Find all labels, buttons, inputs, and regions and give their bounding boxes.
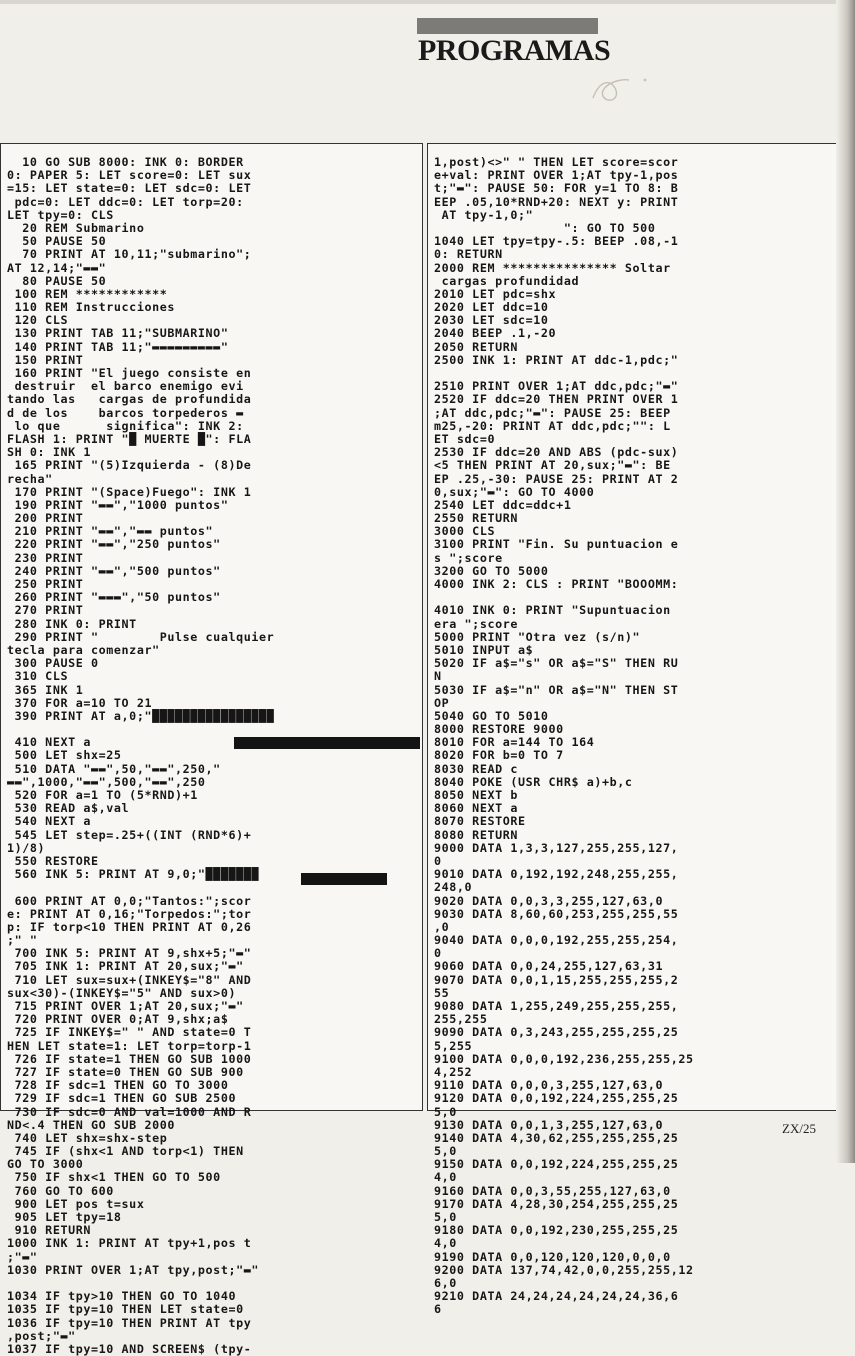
code-line: ;AT ddc,pdc;"▬": PAUSE 25: BEEP <box>434 405 671 420</box>
code-line: HEN LET state=1: LET torp=torp-1 <box>7 1038 252 1053</box>
code-line: 740 LET shx=shx-step <box>7 1130 168 1145</box>
code-line: 4,0 <box>434 1170 457 1185</box>
code-line: ": GO TO 500 <box>434 220 656 235</box>
code-line: 370 FOR a=10 TO 21 <box>7 695 153 710</box>
code-line: 160 PRINT "El juego consiste en <box>7 366 252 380</box>
code-line: 730 IF sdc=0 AND val=1000 AND R <box>7 1104 252 1119</box>
pen-scribble <box>585 70 655 110</box>
code-column-left <box>0 143 423 1356</box>
code-line: 9100 DATA 0,0,0,192,236,255,255,25 <box>434 1051 694 1066</box>
code-line: 0 <box>434 853 442 868</box>
code-line: 1034 IF tpy>10 THEN GO TO 1040 <box>7 1289 237 1304</box>
code-line: d de los barcos torpederos ▬ <box>7 405 244 420</box>
code-line: 9190 DATA 0,0,120,120,120,0,0,0 <box>434 1249 671 1264</box>
code-line: 280 INK 0: PRINT <box>7 616 137 631</box>
code-line: ET sdc=0 <box>434 431 496 446</box>
page-edge <box>836 0 855 1163</box>
code-line: 910 RETURN <box>7 1223 92 1238</box>
code-line: 220 PRINT "▬▬","250 puntos" <box>7 537 221 552</box>
code-line: 5040 GO TO 5010 <box>434 708 549 723</box>
code-line: 260 PRINT "▬▬▬","50 puntos" <box>7 590 221 605</box>
code-line: 170 PRINT "(Space)Fuego": INK 1 <box>7 484 252 499</box>
code-line: 1035 IF tpy=10 THEN LET state=0 <box>7 1302 244 1317</box>
code-line: FLASH 1: PRINT "█ MUERTE █": FLA <box>7 431 252 446</box>
inverse-block <box>301 873 387 885</box>
code-line: 9040 DATA 0,0,0,192,255,255,254, <box>434 933 679 948</box>
code-line: 3200 GO TO 5000 <box>434 563 549 578</box>
code-line: 100 REM ************ <box>7 286 168 301</box>
code-line: ,0 <box>434 919 450 934</box>
code-line: 390 PRINT AT a,0;"████████████████ <box>7 708 275 723</box>
code-line: 248,0 <box>434 880 473 895</box>
code-line: 300 PAUSE 0 <box>7 656 99 671</box>
code-line: 500 LET shx=25 <box>7 748 122 763</box>
code-line: 200 PRINT <box>7 511 84 526</box>
code-line: 9110 DATA 0,0,0,3,255,127,63,0 <box>434 1078 664 1093</box>
code-line: 290 PRINT " Pulse cualquier <box>7 629 275 644</box>
code-line: 2500 INK 1: PRINT AT ddc-1,pdc;" <box>434 352 679 367</box>
code-line: 20 REM Submarino <box>7 220 145 235</box>
code-line: cargas profundidad <box>434 273 580 288</box>
code-line: 150 PRINT <box>7 352 84 367</box>
code-line: 600 PRINT AT 0,0;"Tantos:";scor <box>7 893 252 908</box>
code-line: s ";score <box>434 550 503 565</box>
basic-listing-right <box>428 144 854 1317</box>
code-line: 9030 DATA 8,60,60,253,255,255,55 <box>434 906 679 921</box>
code-line: 4000 INK 2: CLS : PRINT "BOOOMM: <box>434 577 679 591</box>
code-line: 5010 INPUT a$ <box>434 642 534 657</box>
page-number: ZX/25 <box>782 1121 816 1136</box>
code-line: 8040 POKE (USR CHR$ a)+b,c <box>434 774 633 789</box>
code-line: 2530 IF ddc=20 AND ABS (pdc-sux) <box>434 445 679 460</box>
code-line: 2510 PRINT OVER 1;AT ddc,pdc;"▬" <box>434 379 679 394</box>
code-line: 5000 PRINT "Otra vez (s/n)" <box>434 629 641 644</box>
code-line: 365 INK 1 <box>7 682 84 697</box>
code-line: 510 DATA "▬▬",50,"▬▬",250," <box>7 761 221 776</box>
code-line: 2550 RETURN <box>434 511 519 526</box>
code-line: 2050 RETURN <box>434 339 519 354</box>
code-line: 5,0 <box>434 1104 457 1119</box>
code-line: 520 FOR a=1 TO (5*RND)+1 <box>7 788 198 802</box>
code-line: 255,255 <box>434 1012 488 1027</box>
code-line: 729 IF sdc=1 THEN GO SUB 2500 <box>7 1091 237 1106</box>
code-line: 1000 INK 1: PRINT AT tpy+1,pos t <box>7 1236 252 1251</box>
code-line: 270 PRINT <box>7 603 84 618</box>
code-line: 8070 RESTORE <box>434 814 526 829</box>
code-line: 9070 DATA 0,0,1,15,255,255,255,2 <box>434 972 679 987</box>
code-line: 725 IF INKEY$=" " AND state=0 T <box>7 1025 252 1040</box>
code-line: 905 LET tpy=18 <box>7 1210 122 1224</box>
code-line: 50 PAUSE 50 <box>7 234 107 249</box>
code-line: 4,0 <box>434 1236 457 1251</box>
code-line: 9130 DATA 0,0,1,3,255,127,63,0 <box>434 1117 664 1132</box>
code-line: 55 <box>434 985 450 1000</box>
code-line: 9120 DATA 0,0,192,224,255,255,25 <box>434 1091 679 1106</box>
code-line: 9010 DATA 0,192,192,248,255,255, <box>434 867 679 882</box>
code-line: 8050 NEXT b <box>434 788 519 802</box>
code-line: 1030 PRINT OVER 1;AT tpy,post;"▬" <box>7 1262 260 1277</box>
code-line: 80 PAUSE 50 <box>7 273 107 288</box>
code-line: 1040 LET tpy=tpy-.5: BEEP .08,-1 <box>434 234 679 249</box>
code-line: 130 PRINT TAB 11;"SUBMARINO" <box>7 326 229 341</box>
code-line: OP <box>434 695 450 710</box>
code-line: 545 LET step=.25+((INT (RND*6)+ <box>7 827 252 842</box>
code-line: 550 RESTORE <box>7 853 99 868</box>
code-line: e+val: PRINT OVER 1;AT tpy-1,pos <box>434 168 679 183</box>
code-line: 5,0 <box>434 1144 457 1159</box>
code-line: 2020 LET ddc=10 <box>434 300 549 315</box>
code-line: 726 IF state=1 THEN GO SUB 1000 <box>7 1051 252 1066</box>
code-line: 120 CLS <box>7 313 69 328</box>
code-line: 240 PRINT "▬▬","500 puntos" <box>7 563 221 578</box>
code-line: =15: LET state=0: LET sdc=0: LET <box>7 181 252 196</box>
code-line: 705 INK 1: PRINT AT 20,sux;"▬" <box>7 959 244 974</box>
code-line: t;"▬": PAUSE 50: FOR y=1 TO 8: B <box>434 181 679 196</box>
basic-listing-left <box>1 144 422 1356</box>
code-line: 2520 IF ddc=20 THEN PRINT OVER 1 <box>434 392 679 407</box>
code-line: 210 PRINT "▬▬","▬▬ puntos" <box>7 524 214 539</box>
code-line: 140 PRINT TAB 11;"▬▬▬▬▬▬▬▬▬" <box>7 339 229 354</box>
code-line: 5030 IF a$="n" OR a$="N" THEN ST <box>434 682 679 697</box>
code-line: 250 PRINT <box>7 577 84 591</box>
code-line: 560 INK 5: PRINT AT 9,0;"███████ <box>7 867 260 882</box>
code-line: 3100 PRINT "Fin. Su puntuacion e <box>434 537 679 552</box>
code-line: 9170 DATA 4,28,30,254,255,255,25 <box>434 1196 679 1211</box>
code-line: 2540 LET ddc=ddc+1 <box>434 497 572 512</box>
code-line: 310 CLS <box>7 669 69 684</box>
code-line: SH 0: INK 1 <box>7 445 92 460</box>
code-line: era ";score <box>434 616 519 631</box>
code-line: 8000 RESTORE 9000 <box>434 722 564 737</box>
inverse-block <box>234 737 420 749</box>
code-line: 9150 DATA 0,0,192,224,255,255,25 <box>434 1157 679 1172</box>
code-line: ;"▬" <box>7 1249 38 1264</box>
code-line: 8010 FOR a=144 TO 164 <box>434 735 595 750</box>
code-line: 5,0 <box>434 1210 457 1224</box>
code-line: 0 <box>434 946 442 961</box>
code-line: 1,post)<>" " THEN LET score=scor <box>434 155 679 169</box>
code-line: 8060 NEXT a <box>434 801 519 816</box>
code-line: 6 <box>434 1302 442 1317</box>
code-line: 9200 DATA 137,74,42,0,0,255,255,12 <box>434 1262 694 1277</box>
code-line: 9020 DATA 0,0,3,3,255,127,63,0 <box>434 893 664 908</box>
section-title: PROGRAMAS <box>418 34 611 67</box>
code-line: EP .25,-30: PAUSE 25: PRINT AT 2 <box>434 471 679 486</box>
code-line: 9080 DATA 1,255,249,255,255,255, <box>434 999 679 1013</box>
code-line: lo que significa": INK 2: <box>7 418 244 433</box>
code-line: p: IF torp<10 THEN PRINT AT 0,26 <box>7 919 252 934</box>
code-line: 0: PAPER 5: LET score=0: LET sux <box>7 168 252 183</box>
code-line: destruir el barco enemigo evi <box>7 379 244 394</box>
top-edge <box>0 0 855 4</box>
code-line: 530 READ a$,val <box>7 801 130 816</box>
code-line: 3000 CLS <box>434 524 496 539</box>
code-line: ▬▬",1000,"▬▬",500,"▬▬",250 <box>7 774 206 789</box>
code-line: 5,255 <box>434 1038 473 1053</box>
code-line: GO TO 3000 <box>7 1157 84 1172</box>
code-line: 0,sux;"▬": GO TO 4000 <box>434 484 595 499</box>
code-line: ,post;"▬" <box>7 1328 76 1343</box>
code-line: 710 LET sux=sux+(INKEY$="8" AND <box>7 972 252 987</box>
code-line: 4,252 <box>434 1064 473 1079</box>
code-line: 5020 IF a$="s" OR a$="S" THEN RU <box>434 656 679 671</box>
code-line: 727 IF state=0 THEN GO SUB 900 <box>7 1064 244 1079</box>
code-line: tecla para comenzar" <box>7 642 160 657</box>
code-line: 165 PRINT "(5)Izquierda - (8)De <box>7 458 252 473</box>
code-line: 230 PRINT <box>7 550 84 565</box>
code-line: 9140 DATA 4,30,62,255,255,255,25 <box>434 1130 679 1145</box>
code-line: 6,0 <box>434 1275 457 1290</box>
code-line: <5 THEN PRINT AT 20,sux;"▬": BE <box>434 458 671 473</box>
code-line: 410 NEXT a <box>7 735 92 750</box>
code-line: ;" " <box>7 933 38 948</box>
code-line: pdc=0: LET ddc=0: LET torp=20: <box>7 194 244 209</box>
code-line: LET tpy=0: CLS <box>7 207 114 222</box>
code-line: 9180 DATA 0,0,192,230,255,255,25 <box>434 1223 679 1238</box>
code-line: 9210 DATA 24,24,24,24,24,24,36,6 <box>434 1289 679 1304</box>
code-line: 9000 DATA 1,3,3,127,255,255,127, <box>434 840 679 855</box>
code-line: 728 IF sdc=1 THEN GO TO 3000 <box>7 1078 229 1093</box>
code-line: 1)/8) <box>7 840 46 855</box>
code-line: 9060 DATA 0,0,24,255,127,63,31 <box>434 959 664 974</box>
code-line: e: PRINT AT 0,16;"Torpedos:";tor <box>7 906 252 921</box>
code-line: 9090 DATA 0,3,243,255,255,255,25 <box>434 1025 679 1040</box>
code-line: 10 GO SUB 8000: INK 0: BORDER <box>7 155 244 169</box>
code-line: 750 IF shx<1 THEN GO TO 500 <box>7 1170 221 1185</box>
code-line: 1037 IF tpy=10 AND SCREEN$ (tpy- <box>7 1341 252 1356</box>
code-line: AT tpy-1,0;" <box>434 207 534 222</box>
code-line: 110 REM Instrucciones <box>7 300 176 315</box>
code-line: 1036 IF tpy=10 THEN PRINT AT tpy <box>7 1315 252 1330</box>
code-line: recha" <box>7 471 53 486</box>
code-line: 700 INK 5: PRINT AT 9,shx+5;"▬" <box>7 946 252 961</box>
code-line: 0: RETURN <box>434 247 503 262</box>
code-line: 2030 LET sdc=10 <box>434 313 549 328</box>
code-line: 8020 FOR b=0 TO 7 <box>434 748 564 763</box>
code-line: 8080 RETURN <box>434 827 519 842</box>
code-line: EEP .05,10*RND+20: NEXT y: PRINT <box>434 194 679 209</box>
section-title-bar <box>417 18 598 34</box>
code-line: 745 IF (shx<1 AND torp<1) THEN <box>7 1144 244 1159</box>
code-line: sux<30)-(INKEY$="5" AND sux>0) <box>7 985 237 1000</box>
code-line: 2040 BEEP .1,-20 <box>434 326 557 341</box>
code-line: 2010 LET pdc=shx <box>434 286 557 301</box>
code-line: 2000 REM *************** Soltar <box>434 260 671 275</box>
code-line: 760 GO TO 600 <box>7 1183 114 1198</box>
code-line: m25,-20: PRINT AT ddc,pdc;"": L <box>434 418 671 433</box>
code-line: 715 PRINT OVER 1;AT 20,sux;"▬" <box>7 999 244 1013</box>
code-line: 9160 DATA 0,0,3,55,255,127,63,0 <box>434 1183 671 1198</box>
code-line: tando las cargas de profundida <box>7 392 252 407</box>
code-line: 4010 INK 0: PRINT "Supuntuacion <box>434 603 671 618</box>
code-line: AT 12,14;"▬▬" <box>7 260 107 275</box>
code-line: 540 NEXT a <box>7 814 92 829</box>
code-line: 70 PRINT AT 10,11;"submarino"; <box>7 247 252 262</box>
code-line: 8030 READ c <box>434 761 519 776</box>
code-line: ND<.4 THEN GO SUB 2000 <box>7 1117 176 1132</box>
code-line: 720 PRINT OVER 0;AT 9,shx;a$ <box>7 1012 229 1027</box>
code-line: 190 PRINT "▬▬","1000 puntos" <box>7 497 229 512</box>
code-line: 900 LET pos t=sux <box>7 1196 145 1211</box>
code-line: N <box>434 669 442 684</box>
